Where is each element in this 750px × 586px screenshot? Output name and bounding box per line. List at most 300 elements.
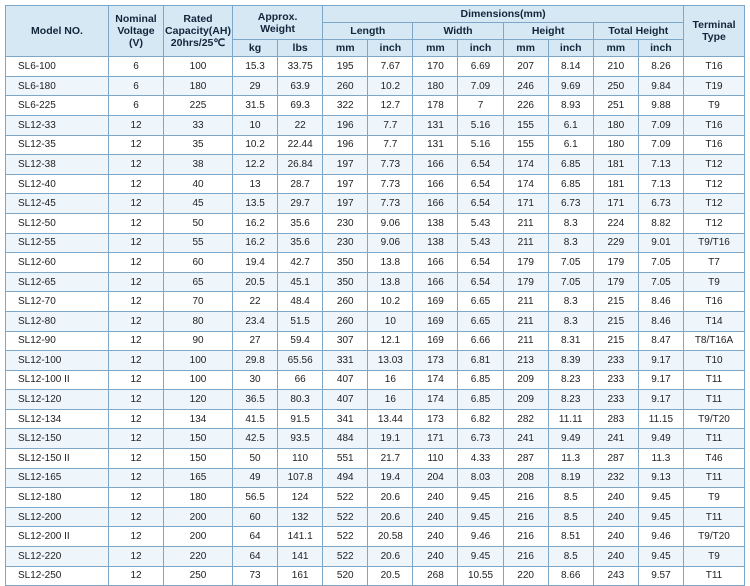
cell-hgt-in: 7.05 <box>548 253 593 273</box>
cell-th-mm: 210 <box>593 57 638 77</box>
table-row <box>6 135 745 155</box>
cell-hgt-in: 8.3 <box>548 292 593 312</box>
cell-len-mm: 522 <box>323 527 368 547</box>
cell-cap: 180 <box>164 488 233 508</box>
cell-lbs: 35.6 <box>278 213 323 233</box>
column-header-terminal-type <box>684 6 745 57</box>
cell-th-mm: 287 <box>593 449 638 469</box>
cell-hgt-mm: 211 <box>503 213 548 233</box>
cell-volt: 12 <box>109 507 164 527</box>
cell-wid-mm: 169 <box>413 311 458 331</box>
cell-cap: 100 <box>164 57 233 77</box>
cell-kg: 27 <box>233 331 278 351</box>
cell-kg: 50 <box>233 449 278 469</box>
cell-wid-in: 6.81 <box>458 351 503 371</box>
cell-volt: 12 <box>109 292 164 312</box>
table-row <box>6 449 745 469</box>
cell-term: T12 <box>684 155 745 175</box>
cell-len-in: 7.73 <box>368 194 413 214</box>
cell-len-in: 16 <box>368 370 413 390</box>
cell-len-in: 10 <box>368 311 413 331</box>
cell-model: SL12-33 <box>6 115 109 135</box>
nominal-voltage-line1: Nominal <box>115 13 157 25</box>
cell-kg: 23.4 <box>233 311 278 331</box>
cell-lbs: 42.7 <box>278 253 323 273</box>
cell-len-mm: 350 <box>323 253 368 273</box>
cell-term: T19 <box>684 76 745 96</box>
cell-volt: 12 <box>109 409 164 429</box>
cell-th-mm: 181 <box>593 174 638 194</box>
cell-hgt-in: 6.1 <box>548 115 593 135</box>
cell-volt: 12 <box>109 135 164 155</box>
cell-th-mm: 233 <box>593 390 638 410</box>
column-header-height-inch: inch <box>548 40 593 57</box>
cell-th-mm: 233 <box>593 370 638 390</box>
cell-model: SL12-165 <box>6 468 109 488</box>
table-row <box>6 547 745 567</box>
cell-len-in: 19.4 <box>368 468 413 488</box>
cell-term: T12 <box>684 174 745 194</box>
cell-cap: 200 <box>164 527 233 547</box>
cell-wid-in: 6.54 <box>458 194 503 214</box>
cell-cap: 40 <box>164 174 233 194</box>
cell-model: SL12-90 <box>6 331 109 351</box>
table-header <box>6 6 745 57</box>
cell-cap: 220 <box>164 547 233 567</box>
cell-kg: 16.2 <box>233 233 278 253</box>
table-row <box>6 194 745 214</box>
cell-volt: 12 <box>109 194 164 214</box>
cell-hgt-in: 8.14 <box>548 57 593 77</box>
cell-kg: 49 <box>233 468 278 488</box>
cell-hgt-in: 6.1 <box>548 135 593 155</box>
cell-lbs: 80.3 <box>278 390 323 410</box>
cell-wid-in: 5.43 <box>458 233 503 253</box>
cell-lbs: 33.75 <box>278 57 323 77</box>
cell-th-in: 9.17 <box>638 390 683 410</box>
cell-th-in: 9.88 <box>638 96 683 116</box>
cell-wid-mm: 268 <box>413 566 458 586</box>
cell-wid-in: 6.54 <box>458 155 503 175</box>
cell-hgt-in: 8.23 <box>548 390 593 410</box>
cell-th-in: 9.57 <box>638 566 683 586</box>
cell-model: SL6-225 <box>6 96 109 116</box>
cell-wid-mm: 240 <box>413 488 458 508</box>
cell-term: T9 <box>684 96 745 116</box>
table-row <box>6 213 745 233</box>
cell-wid-in: 4.33 <box>458 449 503 469</box>
cell-lbs: 29.7 <box>278 194 323 214</box>
cell-wid-in: 6.66 <box>458 331 503 351</box>
cell-hgt-mm: 211 <box>503 292 548 312</box>
cell-term: T9/T20 <box>684 409 745 429</box>
cell-len-in: 20.6 <box>368 488 413 508</box>
cell-lbs: 22 <box>278 115 323 135</box>
cell-th-in: 8.26 <box>638 57 683 77</box>
cell-len-mm: 196 <box>323 115 368 135</box>
cell-wid-in: 5.16 <box>458 115 503 135</box>
cell-wid-mm: 240 <box>413 527 458 547</box>
cell-volt: 12 <box>109 311 164 331</box>
column-header-model: Model NO. <box>6 6 109 57</box>
column-header-dimensions: Dimensions(mm) <box>323 6 684 23</box>
column-header-lbs: lbs <box>278 40 323 57</box>
approx-weight-line1: Approx. <box>257 10 298 23</box>
cell-len-in: 21.7 <box>368 449 413 469</box>
cell-term: T14 <box>684 311 745 331</box>
table-row <box>6 331 745 351</box>
cell-volt: 12 <box>109 115 164 135</box>
cell-lbs: 91.5 <box>278 409 323 429</box>
cell-cap: 134 <box>164 409 233 429</box>
cell-th-mm: 181 <box>593 155 638 175</box>
cell-kg: 19.4 <box>233 253 278 273</box>
cell-len-mm: 522 <box>323 547 368 567</box>
cell-wid-in: 6.85 <box>458 370 503 390</box>
cell-wid-in: 10.55 <box>458 566 503 586</box>
cell-term: T16 <box>684 135 745 155</box>
cell-th-in: 9.45 <box>638 488 683 508</box>
cell-hgt-mm: 208 <box>503 468 548 488</box>
table-row <box>6 370 745 390</box>
cell-wid-mm: 169 <box>413 292 458 312</box>
cell-wid-mm: 178 <box>413 96 458 116</box>
column-header-total-height-inch: inch <box>638 40 683 57</box>
cell-term: T12 <box>684 213 745 233</box>
cell-th-mm: 240 <box>593 488 638 508</box>
cell-len-in: 16 <box>368 390 413 410</box>
table-row <box>6 488 745 508</box>
cell-lbs: 65.56 <box>278 351 323 371</box>
cell-len-mm: 520 <box>323 566 368 586</box>
cell-model: SL12-55 <box>6 233 109 253</box>
cell-wid-mm: 138 <box>413 213 458 233</box>
cell-model: SL6-180 <box>6 76 109 96</box>
cell-volt: 12 <box>109 527 164 547</box>
table-row <box>6 233 745 253</box>
cell-cap: 100 <box>164 351 233 371</box>
rated-capacity-line3: 20hrs/25℃ <box>170 37 226 50</box>
cell-hgt-in: 9.49 <box>548 429 593 449</box>
cell-wid-in: 7.09 <box>458 76 503 96</box>
cell-kg: 31.5 <box>233 96 278 116</box>
cell-wid-in: 9.45 <box>458 488 503 508</box>
cell-th-in: 9.01 <box>638 233 683 253</box>
cell-hgt-mm: 207 <box>503 57 548 77</box>
cell-cap: 150 <box>164 449 233 469</box>
cell-hgt-mm: 155 <box>503 135 548 155</box>
approx-weight-line2: Weight <box>260 22 295 35</box>
header-row-main <box>6 6 745 23</box>
cell-model: SL12-50 <box>6 213 109 233</box>
cell-model: SL12-134 <box>6 409 109 429</box>
cell-wid-in: 6.54 <box>458 272 503 292</box>
cell-term: T16 <box>684 292 745 312</box>
cell-len-mm: 350 <box>323 272 368 292</box>
cell-volt: 12 <box>109 547 164 567</box>
cell-len-mm: 307 <box>323 331 368 351</box>
cell-wid-mm: 173 <box>413 351 458 371</box>
cell-len-in: 19.1 <box>368 429 413 449</box>
cell-term: T9 <box>684 272 745 292</box>
cell-volt: 12 <box>109 449 164 469</box>
cell-cap: 80 <box>164 311 233 331</box>
cell-wid-mm: 204 <box>413 468 458 488</box>
table-row <box>6 390 745 410</box>
cell-th-in: 9.13 <box>638 468 683 488</box>
cell-len-in: 13.03 <box>368 351 413 371</box>
cell-kg: 29 <box>233 76 278 96</box>
cell-len-mm: 230 <box>323 233 368 253</box>
cell-hgt-in: 7.05 <box>548 272 593 292</box>
cell-cap: 70 <box>164 292 233 312</box>
cell-volt: 12 <box>109 155 164 175</box>
cell-len-in: 20.5 <box>368 566 413 586</box>
cell-wid-mm: 171 <box>413 429 458 449</box>
cell-lbs: 59.4 <box>278 331 323 351</box>
cell-hgt-mm: 226 <box>503 96 548 116</box>
cell-volt: 12 <box>109 253 164 273</box>
cell-volt: 6 <box>109 76 164 96</box>
cell-cap: 165 <box>164 468 233 488</box>
cell-hgt-mm: 179 <box>503 253 548 273</box>
cell-hgt-in: 8.93 <box>548 96 593 116</box>
terminal-type-line2: Type <box>702 31 726 44</box>
cell-term: T7 <box>684 253 745 273</box>
cell-kg: 12.2 <box>233 155 278 175</box>
cell-hgt-in: 8.23 <box>548 370 593 390</box>
cell-th-in: 9.45 <box>638 507 683 527</box>
table-row <box>6 429 745 449</box>
cell-len-mm: 260 <box>323 311 368 331</box>
cell-cap: 55 <box>164 233 233 253</box>
cell-len-mm: 197 <box>323 194 368 214</box>
table-row <box>6 96 745 116</box>
column-header-length-inch: inch <box>368 40 413 57</box>
cell-wid-mm: 240 <box>413 547 458 567</box>
cell-len-in: 7.73 <box>368 155 413 175</box>
cell-lbs: 69.3 <box>278 96 323 116</box>
cell-th-in: 8.46 <box>638 311 683 331</box>
cell-wid-mm: 170 <box>413 57 458 77</box>
cell-th-in: 9.17 <box>638 370 683 390</box>
cell-hgt-in: 6.85 <box>548 174 593 194</box>
cell-th-mm: 171 <box>593 194 638 214</box>
column-header-rated-capacity <box>164 6 233 57</box>
cell-term: T9/T16 <box>684 233 745 253</box>
cell-wid-mm: 166 <box>413 253 458 273</box>
nominal-voltage-line2: Voltage <box>117 25 155 38</box>
cell-wid-mm: 174 <box>413 390 458 410</box>
cell-len-mm: 260 <box>323 76 368 96</box>
cell-wid-mm: 166 <box>413 194 458 214</box>
cell-cap: 150 <box>164 429 233 449</box>
cell-th-mm: 243 <box>593 566 638 586</box>
cell-model: SL12-100 <box>6 351 109 371</box>
cell-th-mm: 283 <box>593 409 638 429</box>
cell-len-in: 20.6 <box>368 547 413 567</box>
cell-term: T16 <box>684 115 745 135</box>
cell-len-mm: 522 <box>323 488 368 508</box>
cell-th-mm: 240 <box>593 547 638 567</box>
column-header-total-height-mm: mm <box>593 40 638 57</box>
column-header-width-mm: mm <box>413 40 458 57</box>
cell-len-mm: 407 <box>323 390 368 410</box>
column-header-width: Width <box>413 23 503 40</box>
cell-wid-in: 7 <box>458 96 503 116</box>
cell-len-mm: 407 <box>323 370 368 390</box>
cell-lbs: 141 <box>278 547 323 567</box>
cell-wid-mm: 166 <box>413 155 458 175</box>
cell-kg: 42.5 <box>233 429 278 449</box>
cell-cap: 33 <box>164 115 233 135</box>
table-row <box>6 409 745 429</box>
cell-model: SL12-250 <box>6 566 109 586</box>
cell-term: T12 <box>684 194 745 214</box>
cell-wid-mm: 174 <box>413 370 458 390</box>
cell-hgt-in: 6.85 <box>548 155 593 175</box>
cell-lbs: 107.8 <box>278 468 323 488</box>
cell-lbs: 161 <box>278 566 323 586</box>
cell-th-in: 9.49 <box>638 429 683 449</box>
cell-th-in: 7.09 <box>638 135 683 155</box>
cell-volt: 12 <box>109 331 164 351</box>
cell-len-in: 10.2 <box>368 292 413 312</box>
cell-hgt-in: 8.3 <box>548 213 593 233</box>
cell-wid-mm: 173 <box>413 409 458 429</box>
cell-th-in: 9.17 <box>638 351 683 371</box>
cell-model: SL12-80 <box>6 311 109 331</box>
cell-hgt-in: 9.69 <box>548 76 593 96</box>
cell-volt: 12 <box>109 272 164 292</box>
cell-cap: 250 <box>164 566 233 586</box>
cell-th-in: 7.13 <box>638 174 683 194</box>
nominal-voltage-line3: (V) <box>129 37 143 50</box>
cell-th-mm: 240 <box>593 507 638 527</box>
cell-th-in: 7.13 <box>638 155 683 175</box>
cell-term: T11 <box>684 429 745 449</box>
cell-lbs: 63.9 <box>278 76 323 96</box>
cell-model: SL12-200 II <box>6 527 109 547</box>
cell-lbs: 66 <box>278 370 323 390</box>
cell-cap: 35 <box>164 135 233 155</box>
cell-wid-mm: 131 <box>413 135 458 155</box>
rated-capacity-line1: Rated <box>183 13 213 25</box>
cell-hgt-in: 8.5 <box>548 547 593 567</box>
table-row <box>6 311 745 331</box>
cell-lbs: 132 <box>278 507 323 527</box>
column-header-length-mm: mm <box>323 40 368 57</box>
cell-cap: 45 <box>164 194 233 214</box>
terminal-type-line1: Terminal <box>692 19 736 32</box>
cell-th-mm: 215 <box>593 292 638 312</box>
cell-model: SL12-100 II <box>6 370 109 390</box>
cell-wid-mm: 240 <box>413 507 458 527</box>
table-row <box>6 76 745 96</box>
cell-volt: 12 <box>109 566 164 586</box>
cell-len-in: 13.8 <box>368 253 413 273</box>
cell-th-mm: 250 <box>593 76 638 96</box>
cell-hgt-mm: 287 <box>503 449 548 469</box>
cell-model: SL12-65 <box>6 272 109 292</box>
cell-kg: 41.5 <box>233 409 278 429</box>
cell-hgt-mm: 282 <box>503 409 548 429</box>
cell-hgt-mm: 216 <box>503 547 548 567</box>
cell-th-mm: 180 <box>593 135 638 155</box>
cell-hgt-mm: 171 <box>503 194 548 214</box>
cell-wid-mm: 166 <box>413 174 458 194</box>
column-header-width-inch: inch <box>458 40 503 57</box>
cell-th-in: 8.82 <box>638 213 683 233</box>
cell-lbs: 48.4 <box>278 292 323 312</box>
cell-lbs: 35.6 <box>278 233 323 253</box>
table-row <box>6 174 745 194</box>
cell-kg: 64 <box>233 527 278 547</box>
cell-hgt-mm: 211 <box>503 311 548 331</box>
cell-term: T9/T20 <box>684 527 745 547</box>
cell-wid-in: 9.45 <box>458 547 503 567</box>
cell-model: SL12-120 <box>6 390 109 410</box>
cell-volt: 12 <box>109 390 164 410</box>
cell-kg: 10 <box>233 115 278 135</box>
table-row <box>6 272 745 292</box>
table-row <box>6 527 745 547</box>
cell-hgt-mm: 216 <box>503 527 548 547</box>
cell-th-in: 9.45 <box>638 547 683 567</box>
cell-lbs: 110 <box>278 449 323 469</box>
cell-lbs: 26.84 <box>278 155 323 175</box>
cell-model: SL12-35 <box>6 135 109 155</box>
cell-lbs: 93.5 <box>278 429 323 449</box>
cell-hgt-mm: 216 <box>503 507 548 527</box>
cell-volt: 12 <box>109 429 164 449</box>
cell-len-mm: 322 <box>323 96 368 116</box>
cell-len-mm: 484 <box>323 429 368 449</box>
cell-hgt-mm: 241 <box>503 429 548 449</box>
cell-cap: 120 <box>164 390 233 410</box>
cell-th-mm: 224 <box>593 213 638 233</box>
cell-model: SL12-220 <box>6 547 109 567</box>
cell-volt: 12 <box>109 213 164 233</box>
cell-len-in: 7.73 <box>368 174 413 194</box>
cell-kg: 16.2 <box>233 213 278 233</box>
cell-kg: 15.3 <box>233 57 278 77</box>
cell-volt: 6 <box>109 96 164 116</box>
cell-hgt-mm: 209 <box>503 370 548 390</box>
cell-model: SL12-180 <box>6 488 109 508</box>
cell-wid-mm: 166 <box>413 272 458 292</box>
cell-len-in: 13.44 <box>368 409 413 429</box>
cell-th-mm: 179 <box>593 253 638 273</box>
cell-kg: 22 <box>233 292 278 312</box>
cell-cap: 50 <box>164 213 233 233</box>
table-row <box>6 57 745 77</box>
cell-hgt-in: 8.31 <box>548 331 593 351</box>
cell-th-in: 11.15 <box>638 409 683 429</box>
cell-len-mm: 197 <box>323 174 368 194</box>
cell-term: T8/T16A <box>684 331 745 351</box>
cell-wid-mm: 110 <box>413 449 458 469</box>
cell-th-in: 11.3 <box>638 449 683 469</box>
table-row <box>6 253 745 273</box>
cell-hgt-mm: 220 <box>503 566 548 586</box>
cell-cap: 60 <box>164 253 233 273</box>
cell-len-in: 9.06 <box>368 233 413 253</box>
cell-wid-in: 6.54 <box>458 174 503 194</box>
cell-kg: 13 <box>233 174 278 194</box>
cell-len-mm: 494 <box>323 468 368 488</box>
cell-cap: 100 <box>164 370 233 390</box>
